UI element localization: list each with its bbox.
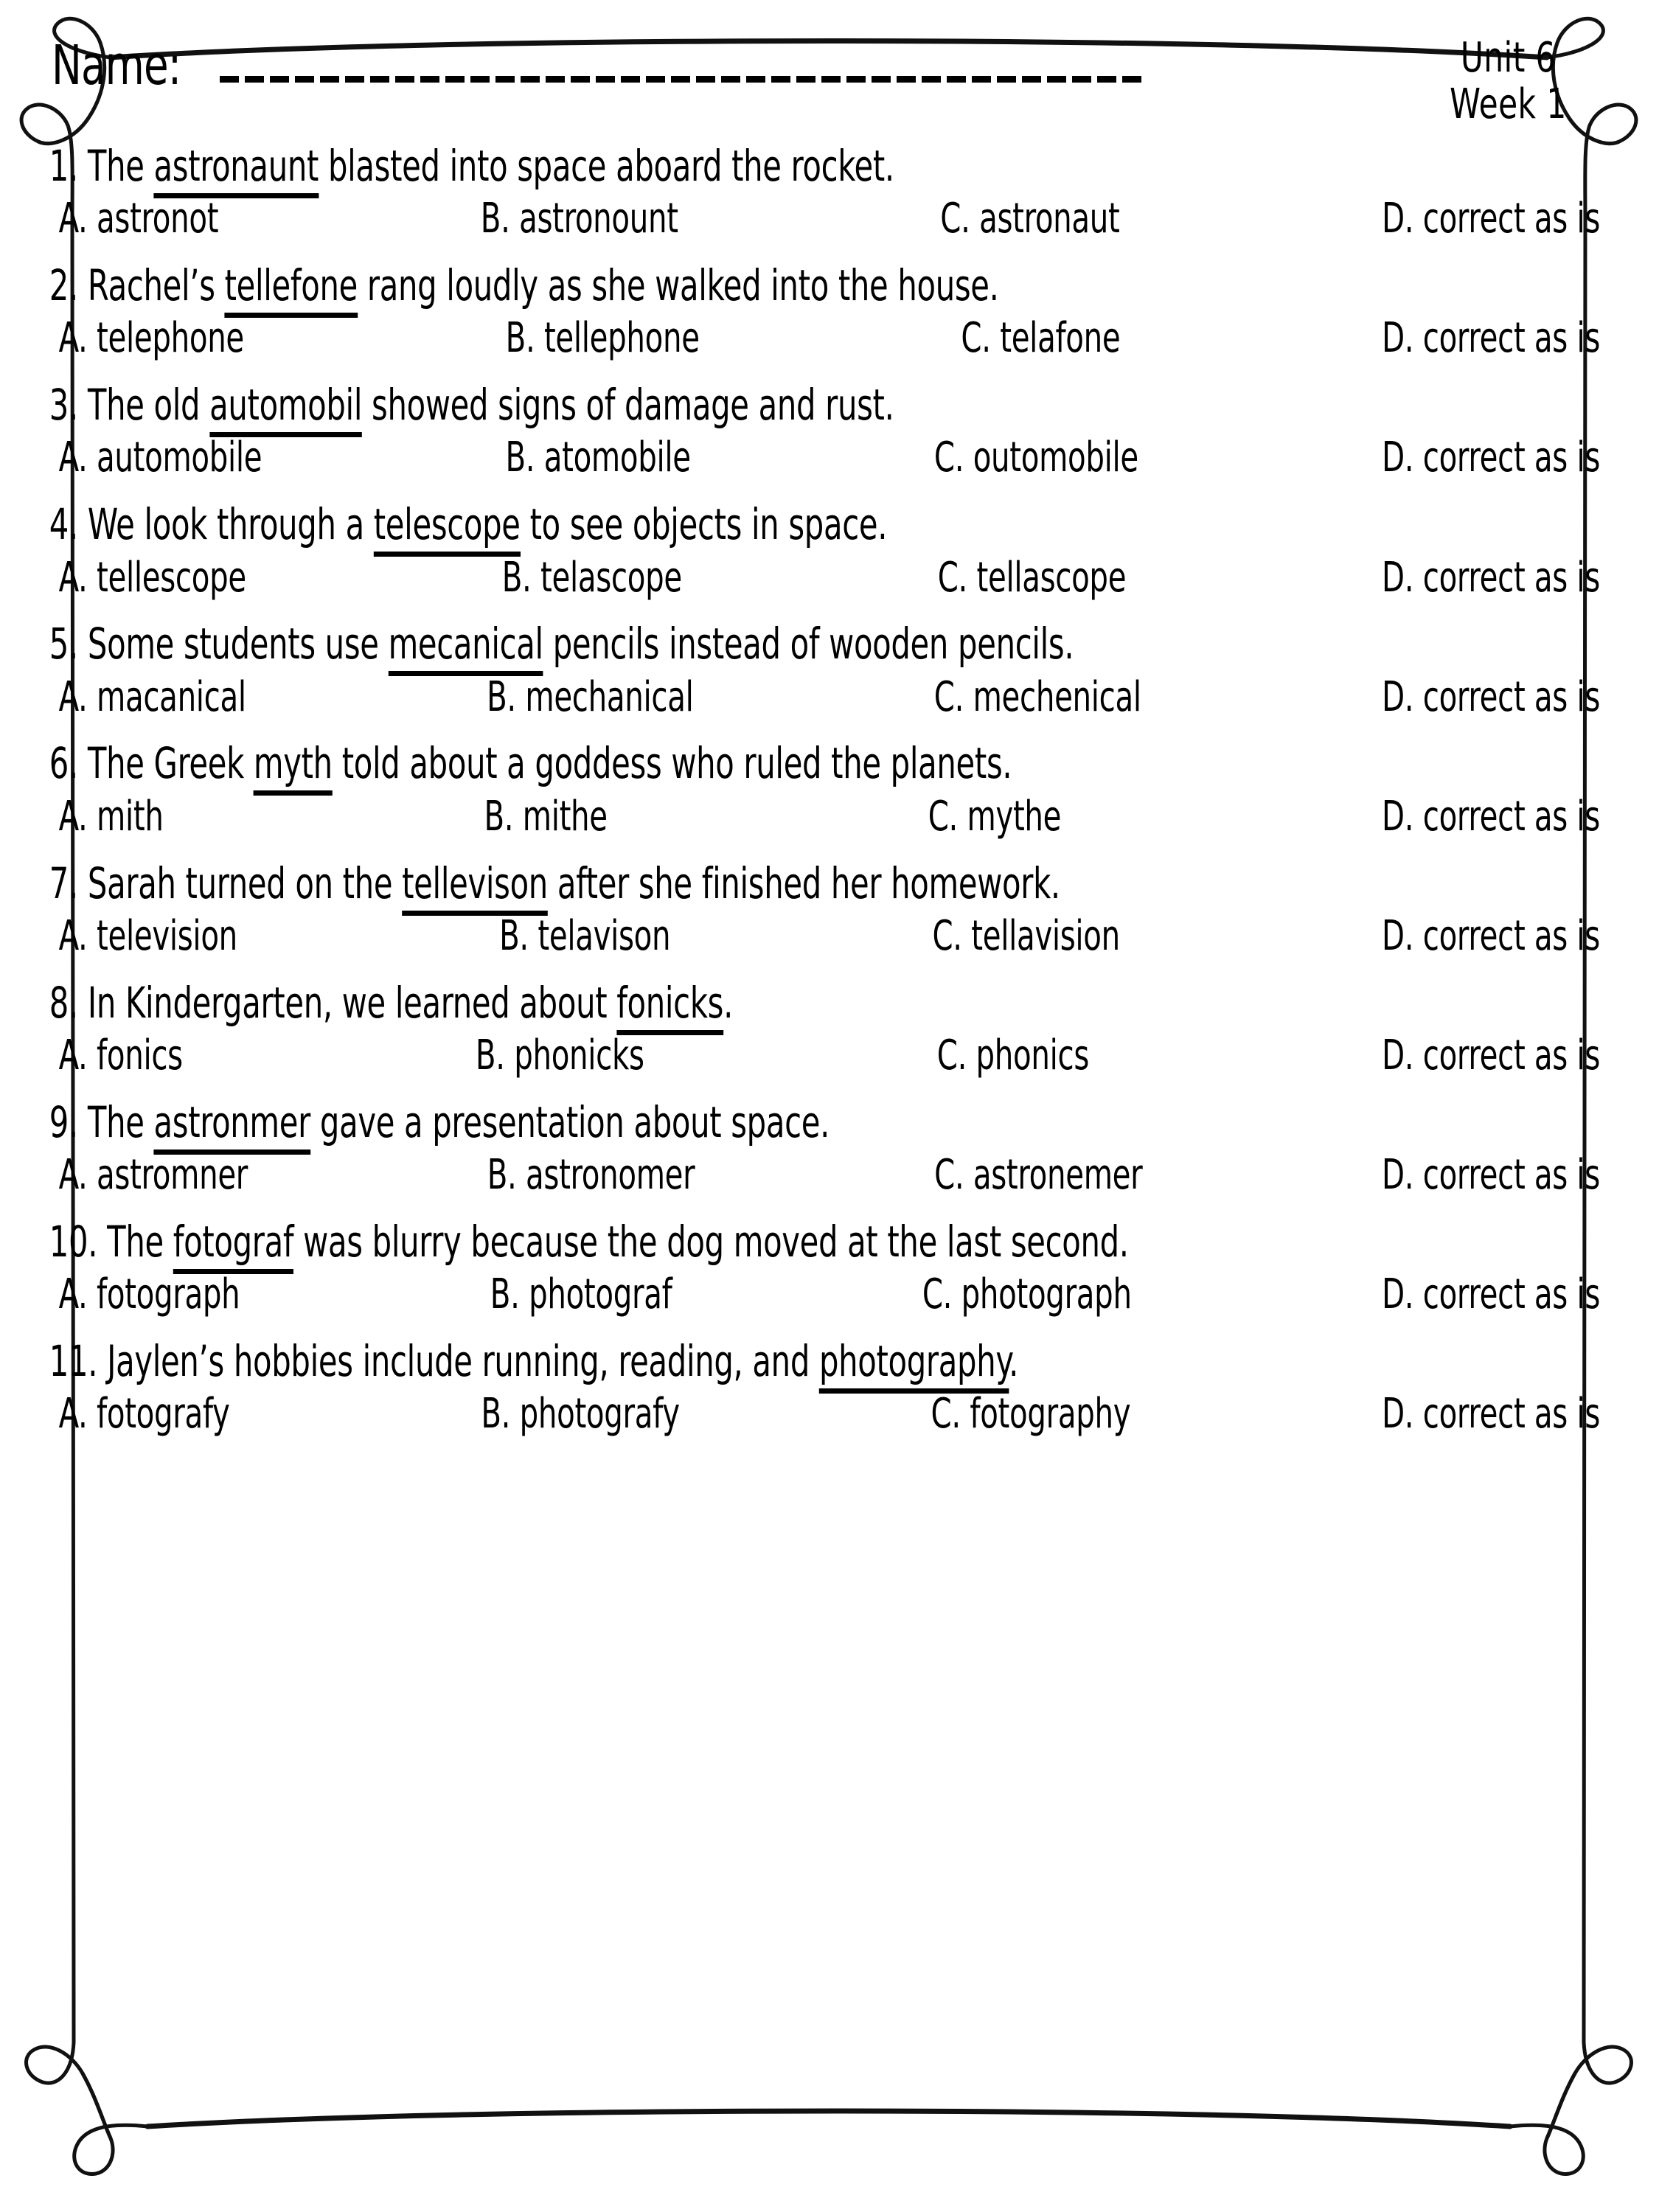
answer-choice-b[interactable] xyxy=(487,674,693,721)
choice-spacer xyxy=(246,674,487,721)
question-number: 10. xyxy=(49,1216,98,1267)
prompt-text-after: after she finished her homework. xyxy=(547,858,1060,908)
answer-choice-c[interactable] xyxy=(934,434,1138,481)
choice-spacer xyxy=(1130,1391,1382,1438)
choice-text: phonics xyxy=(975,1031,1090,1079)
answer-choice-a[interactable] xyxy=(59,1032,183,1079)
question-number: 6. xyxy=(49,738,78,789)
answer-choice-d[interactable] xyxy=(1382,913,1600,960)
choice-letter: C. xyxy=(940,195,970,243)
prompt-text-before: Rachel’s xyxy=(87,260,225,311)
question-item xyxy=(46,619,1600,720)
choice-spacer xyxy=(244,315,506,362)
choice-letter: A. xyxy=(58,911,88,960)
unit-week-block xyxy=(1439,35,1578,128)
choice-text: correct as is xyxy=(1422,792,1600,841)
choice-spacer xyxy=(1142,1152,1382,1199)
answer-choice-row xyxy=(46,793,1600,841)
week-label: Week 1 xyxy=(1450,80,1567,128)
choice-text: correct as is xyxy=(1422,434,1601,482)
answer-choice-a[interactable] xyxy=(59,1152,248,1199)
choice-text: mechenical xyxy=(973,672,1141,721)
prompt-text-after: . xyxy=(1009,1335,1019,1386)
answer-choice-d[interactable] xyxy=(1382,1271,1600,1318)
question-number: 5. xyxy=(49,619,78,669)
choice-letter: C. xyxy=(928,792,958,841)
choice-letter: B. xyxy=(505,314,535,363)
question-number: 1. xyxy=(49,141,78,191)
answer-choice-b[interactable] xyxy=(502,554,682,602)
choice-text: correct as is xyxy=(1422,195,1601,243)
choice-spacer xyxy=(183,1032,476,1079)
answer-choice-b[interactable] xyxy=(476,1032,644,1079)
underlined-target-word: myth xyxy=(254,738,333,796)
choice-letter: B. xyxy=(499,911,529,960)
choice-text: mythe xyxy=(967,792,1062,841)
choice-spacer xyxy=(1089,1032,1382,1079)
answer-choice-row xyxy=(46,554,1600,602)
choice-letter: A. xyxy=(58,434,88,482)
choice-spacer xyxy=(237,913,499,960)
question-item xyxy=(46,142,1600,243)
answer-choice-d[interactable] xyxy=(1382,1152,1600,1199)
choice-text: fonics xyxy=(97,1031,183,1079)
prompt-text-before: Some students use xyxy=(87,619,389,669)
choice-letter: C. xyxy=(933,672,964,721)
choice-letter: D. xyxy=(1382,1390,1414,1439)
choice-letter: C. xyxy=(937,553,967,602)
answer-choice-row xyxy=(46,1152,1600,1199)
choice-spacer xyxy=(682,554,938,602)
prompt-text-after: to see objects in space. xyxy=(520,499,888,550)
underlined-target-word: photography xyxy=(819,1336,1009,1394)
prompt-text-after: pencils instead of wooden pencils. xyxy=(543,619,1074,669)
question-item xyxy=(46,739,1600,840)
underlined-target-word: astronmer xyxy=(154,1097,310,1155)
choice-letter: A. xyxy=(58,195,88,243)
prompt-text-before: The xyxy=(87,1096,154,1147)
answer-choice-c[interactable] xyxy=(932,913,1119,960)
choice-spacer xyxy=(672,1271,922,1318)
answer-choice-d[interactable] xyxy=(1382,554,1600,602)
choice-spacer xyxy=(693,674,933,721)
answer-choice-a[interactable] xyxy=(59,1271,240,1318)
choice-text: correct as is xyxy=(1422,1270,1600,1319)
choice-letter: D. xyxy=(1382,672,1414,721)
choice-text: telascope xyxy=(540,553,682,602)
choice-text: astronaut xyxy=(979,195,1120,243)
prompt-text-after: told about a goddess who ruled the planets. xyxy=(332,738,1012,789)
prompt-text-before: The xyxy=(87,141,154,191)
answer-choice-row xyxy=(46,1032,1600,1079)
choice-text: macanical xyxy=(97,672,246,721)
choice-text: mith xyxy=(97,792,164,841)
choice-text: tellephone xyxy=(543,314,700,363)
underlined-target-word: telescope xyxy=(374,499,521,557)
answer-choice-d[interactable] xyxy=(1382,674,1600,721)
question-number: 3. xyxy=(49,380,78,431)
answer-choice-d[interactable] xyxy=(1382,315,1600,362)
question-prompt xyxy=(46,1337,1604,1386)
prompt-text-before: The xyxy=(107,1216,173,1267)
choice-letter: B. xyxy=(501,553,532,602)
question-number: 2. xyxy=(49,260,78,311)
underlined-target-word: tellevison xyxy=(402,858,548,916)
choice-letter: D. xyxy=(1382,195,1414,243)
question-number: 4. xyxy=(49,499,78,550)
question-prompt xyxy=(46,142,1604,191)
choice-letter: B. xyxy=(475,1031,505,1079)
underlined-target-word: mecanical xyxy=(389,619,543,676)
answer-choice-a[interactable] xyxy=(59,674,246,721)
underlined-target-word: tellefone xyxy=(225,260,358,318)
choice-text: fotografy xyxy=(97,1390,230,1439)
answer-choice-c[interactable] xyxy=(931,1391,1131,1438)
choice-letter: B. xyxy=(484,792,514,841)
question-prompt xyxy=(46,619,1604,669)
answer-choice-a[interactable] xyxy=(59,195,219,243)
choice-spacer xyxy=(246,554,502,602)
answer-choice-d[interactable] xyxy=(1382,1391,1600,1438)
answer-choice-d[interactable] xyxy=(1382,793,1600,841)
choice-letter: A. xyxy=(58,672,88,721)
choice-text: atomobile xyxy=(543,434,691,482)
choice-text: telephone xyxy=(97,314,244,363)
name-label: Name: xyxy=(52,34,181,97)
question-item xyxy=(46,1217,1600,1318)
answer-choice-a[interactable] xyxy=(59,793,164,841)
answer-choice-row xyxy=(46,1271,1600,1318)
choice-text: outomobile xyxy=(973,434,1138,482)
answer-choice-c[interactable] xyxy=(934,674,1141,721)
question-prompt xyxy=(46,1098,1604,1147)
choice-letter: D. xyxy=(1382,1031,1414,1079)
question-item xyxy=(46,380,1600,481)
question-number: 9. xyxy=(49,1096,78,1147)
choice-letter: D. xyxy=(1382,1270,1414,1319)
choice-spacer xyxy=(691,434,934,481)
choice-letter: C. xyxy=(936,1031,967,1079)
answer-choice-a[interactable] xyxy=(59,315,244,362)
choice-text: fotography xyxy=(970,1390,1131,1439)
choice-text: correct as is xyxy=(1422,911,1600,960)
prompt-text-before: The Greek xyxy=(87,738,254,789)
answer-choice-row xyxy=(46,195,1600,243)
choice-text: telafone xyxy=(1000,314,1121,363)
underlined-target-word: fonicks xyxy=(616,978,723,1035)
choice-text: fotograph xyxy=(97,1270,240,1319)
answer-choice-c[interactable] xyxy=(928,793,1061,841)
choice-letter: C. xyxy=(961,314,991,363)
answer-choice-row xyxy=(46,1391,1600,1438)
choice-letter: D. xyxy=(1382,314,1414,363)
answer-choice-b[interactable] xyxy=(487,1152,695,1199)
question-item xyxy=(46,500,1600,601)
choice-spacer xyxy=(1141,674,1382,721)
choice-letter: D. xyxy=(1382,1151,1414,1200)
choice-text: correct as is xyxy=(1422,672,1600,721)
prompt-text-before: We look through a xyxy=(87,499,374,550)
choice-spacer xyxy=(700,315,961,362)
answer-choice-c[interactable] xyxy=(961,315,1120,362)
choice-letter: A. xyxy=(58,1390,88,1439)
choice-text: astronemer xyxy=(973,1151,1143,1200)
question-prompt xyxy=(46,1217,1517,1267)
choice-letter: B. xyxy=(481,1390,511,1439)
prompt-text-before: Sarah turned on the xyxy=(87,858,403,908)
choice-text: correct as is xyxy=(1422,553,1600,602)
choice-letter: D. xyxy=(1382,434,1414,482)
choice-spacer xyxy=(678,195,941,243)
choice-spacer xyxy=(1120,913,1382,960)
prompt-text-after: showed signs of damage and rust. xyxy=(362,380,894,431)
choice-letter: B. xyxy=(487,672,516,721)
answer-choice-a[interactable] xyxy=(59,1391,230,1438)
question-prompt xyxy=(46,380,1604,430)
answer-choice-b[interactable] xyxy=(481,1391,679,1438)
choice-letter: C. xyxy=(931,1390,961,1439)
choice-text: tellavision xyxy=(971,911,1120,960)
answer-choice-row xyxy=(46,674,1600,721)
question-item xyxy=(46,859,1600,960)
answer-choice-d[interactable] xyxy=(1382,1032,1600,1079)
prompt-text-before: The old xyxy=(87,380,210,431)
answer-choice-d[interactable] xyxy=(1382,434,1600,481)
choice-text: astronomer xyxy=(526,1151,695,1200)
choice-text: television xyxy=(97,911,237,960)
answer-choice-c[interactable] xyxy=(940,195,1119,243)
question-item xyxy=(46,1337,1600,1438)
choice-text: astromner xyxy=(97,1151,248,1200)
choice-text: photograph xyxy=(961,1270,1132,1319)
prompt-text-after: blasted into space aboard the rocket. xyxy=(319,141,894,191)
choice-text: mithe xyxy=(522,792,608,841)
underlined-target-word: automobil xyxy=(209,380,362,437)
underlined-target-word: fotograf xyxy=(173,1217,293,1274)
answer-choice-a[interactable] xyxy=(59,434,262,481)
choice-letter: C. xyxy=(933,434,964,482)
choice-letter: C. xyxy=(922,1270,953,1319)
question-list xyxy=(46,142,1600,1438)
answer-choice-b[interactable] xyxy=(506,315,700,362)
choice-spacer xyxy=(164,793,484,841)
choice-spacer xyxy=(670,913,932,960)
question-prompt xyxy=(46,978,1604,1028)
answer-choice-c[interactable] xyxy=(934,1152,1142,1199)
choice-letter: A. xyxy=(58,792,88,841)
choice-text: photograf xyxy=(529,1270,672,1319)
choice-spacer xyxy=(644,1032,937,1079)
choice-spacer xyxy=(1132,1271,1382,1318)
choice-spacer xyxy=(1120,195,1382,243)
answer-choice-row xyxy=(46,913,1600,960)
answer-choice-b[interactable] xyxy=(481,195,678,243)
answer-choice-a[interactable] xyxy=(59,913,237,960)
answer-choice-c[interactable] xyxy=(938,554,1127,602)
name-input-line[interactable] xyxy=(220,76,1141,83)
question-number: 7. xyxy=(49,858,78,908)
question-item xyxy=(46,978,1600,1079)
prompt-text-after: rang loudly as she walked into the house. xyxy=(358,260,999,311)
choice-text: tellescope xyxy=(97,553,246,602)
prompt-text-after: . xyxy=(723,977,734,1028)
choice-letter: A. xyxy=(58,1151,88,1200)
choice-text: astronot xyxy=(97,195,219,243)
answer-choice-b[interactable] xyxy=(499,913,670,960)
choice-text: astronount xyxy=(519,195,678,243)
question-prompt xyxy=(46,261,1517,310)
choice-text: automobile xyxy=(97,434,262,482)
answer-choice-c[interactable] xyxy=(937,1032,1089,1079)
answer-choice-b[interactable] xyxy=(484,793,607,841)
choice-text: telavison xyxy=(538,911,671,960)
choice-spacer xyxy=(248,1152,487,1199)
choice-text: phonicks xyxy=(514,1031,644,1079)
choice-text: correct as is xyxy=(1422,314,1601,363)
question-prompt xyxy=(46,739,1517,788)
choice-spacer xyxy=(262,434,505,481)
choice-spacer xyxy=(1120,315,1382,362)
choice-letter: D. xyxy=(1382,553,1414,602)
choice-text: tellascope xyxy=(976,553,1127,602)
choice-text: correct as is xyxy=(1422,1390,1601,1439)
choice-letter: A. xyxy=(58,553,88,602)
choice-letter: A. xyxy=(58,1031,88,1079)
choice-letter: C. xyxy=(934,1151,964,1200)
prompt-text-before: Jaylen’s hobbies include running, reading, and xyxy=(107,1335,819,1386)
choice-letter: B. xyxy=(480,195,510,243)
question-number: 11. xyxy=(49,1335,98,1386)
answer-choice-b[interactable] xyxy=(490,1271,672,1318)
question-prompt xyxy=(46,859,1604,908)
prompt-text-before: In Kindergarten, we learned about xyxy=(87,977,617,1028)
choice-letter: B. xyxy=(487,1151,517,1200)
choice-letter: B. xyxy=(505,434,535,482)
choice-letter: A. xyxy=(58,1270,88,1319)
answer-choice-a[interactable] xyxy=(59,554,246,602)
question-item xyxy=(46,261,1600,362)
worksheet-body xyxy=(46,29,1600,2168)
unit-label: Unit 6 xyxy=(1461,34,1557,82)
choice-spacer xyxy=(680,1391,931,1438)
answer-choice-b[interactable] xyxy=(505,434,690,481)
choice-spacer xyxy=(240,1271,490,1318)
name-field-group xyxy=(52,34,1141,97)
choice-text: correct as is xyxy=(1422,1031,1600,1079)
choice-spacer xyxy=(218,195,481,243)
choice-letter: C. xyxy=(932,911,962,960)
choice-spacer xyxy=(1126,554,1382,602)
choice-letter: B. xyxy=(490,1270,520,1319)
worksheet-header xyxy=(46,29,1600,139)
choice-text: photografy xyxy=(519,1390,680,1439)
question-number: 8. xyxy=(49,977,78,1028)
question-item xyxy=(46,1098,1600,1199)
choice-letter: D. xyxy=(1382,911,1414,960)
choice-spacer xyxy=(695,1152,934,1199)
choice-letter: D. xyxy=(1382,792,1414,841)
choice-letter: A. xyxy=(58,314,88,363)
prompt-text-after: gave a presentation about space. xyxy=(310,1096,830,1147)
answer-choice-d[interactable] xyxy=(1382,195,1600,243)
choice-spacer xyxy=(1061,793,1382,841)
answer-choice-row xyxy=(46,434,1600,481)
choice-spacer xyxy=(608,793,928,841)
prompt-text-after: was blurry because the dog moved at the last second. xyxy=(293,1216,1129,1267)
answer-choice-row xyxy=(46,315,1600,362)
question-prompt xyxy=(46,500,1604,549)
underlined-target-word: astronaunt xyxy=(154,141,319,198)
choice-text: correct as is xyxy=(1422,1151,1600,1200)
choice-spacer xyxy=(230,1391,481,1438)
choice-text: mechanical xyxy=(525,672,694,721)
answer-choice-c[interactable] xyxy=(922,1271,1132,1318)
choice-spacer xyxy=(1138,434,1382,481)
